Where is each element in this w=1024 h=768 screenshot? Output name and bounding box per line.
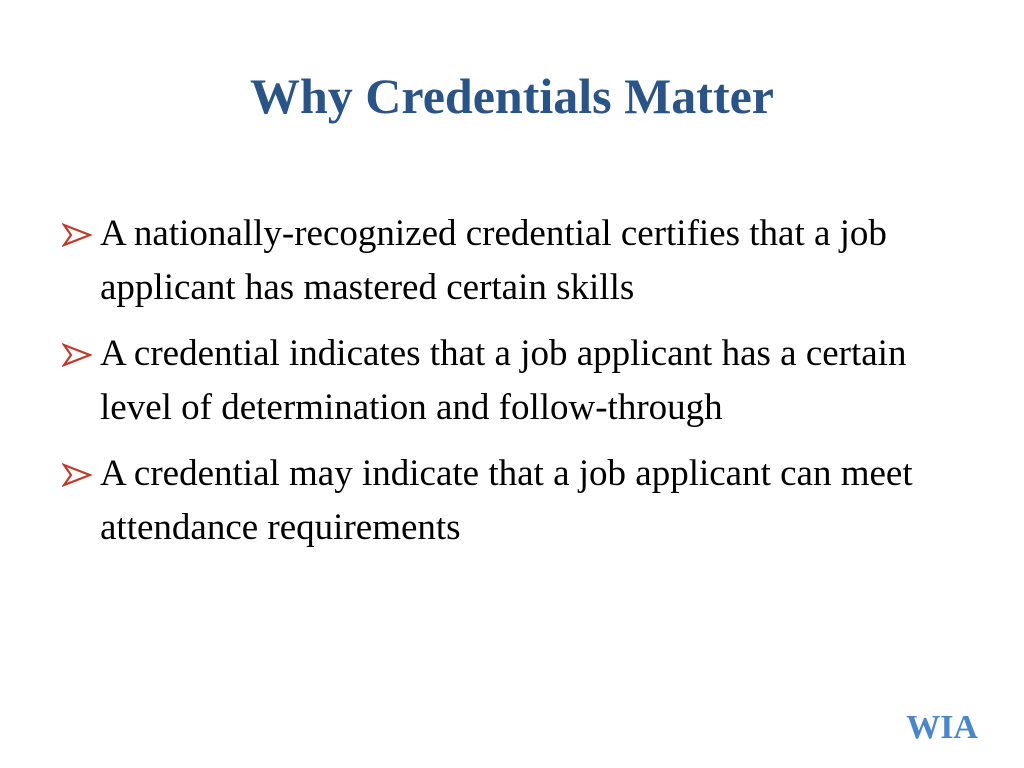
- bullet-text: A nationally-recognized credential certifies that a job applicant has mastered certain skills: [100, 213, 887, 308]
- bullet-item: [58, 327, 968, 435]
- bullet-list: [58, 207, 968, 567]
- bullet-item: [58, 207, 968, 315]
- bullet-text: A credential may indicate that a job applicant can meet attendance requirements: [100, 453, 913, 548]
- slide-title: Why Credentials Matter: [250, 68, 774, 124]
- bullet-item: [58, 447, 968, 555]
- arrow-bullet-icon: [62, 463, 92, 487]
- arrow-bullet-icon: [62, 343, 92, 367]
- bullet-text: A credential indicates that a job applicant has a certain level of determination and follow-through: [100, 333, 907, 428]
- footer-label: WIA: [906, 709, 978, 746]
- arrow-bullet-icon: [62, 223, 92, 247]
